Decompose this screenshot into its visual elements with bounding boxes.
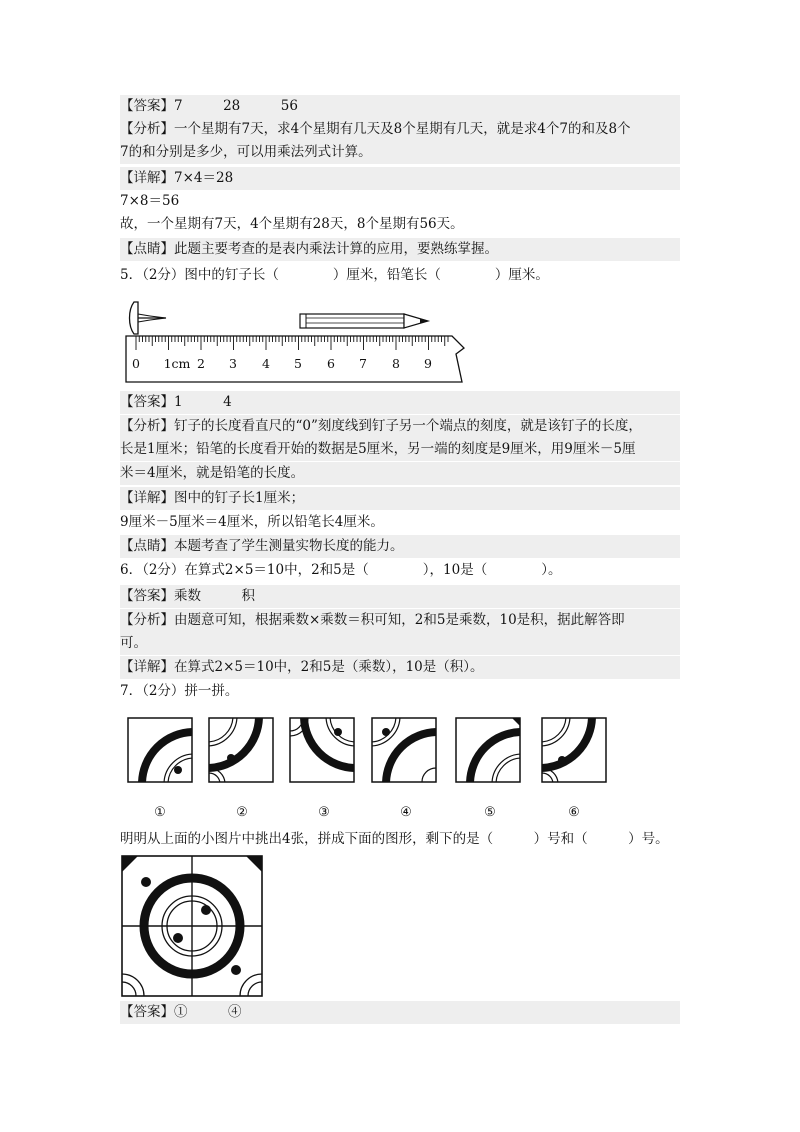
puzzle-piece-2 [155, 712, 273, 800]
q7-prompt: 明明从上面的小图片中挑出4张，拼成下面的图形，剩下的是（ ）号和（ ）号。 [120, 831, 669, 847]
q4-analysis-line-1: 【分析】一个星期有7天，求4个星期有几天及8个星期有几天，就是求4个7的和及8个 [120, 118, 680, 141]
q4-detail-line-1: 【详解】7×4＝28 [120, 167, 680, 190]
q5-detail-line-2: 9厘米－5厘米＝4厘米，所以铅笔长4厘米。 [120, 514, 384, 530]
q4-answer: 【答案】7 28 56 [120, 95, 680, 118]
ruler-label-0: 0 [132, 356, 140, 371]
q5-detail-line-1: 【详解】图中的钉子长1厘米； [120, 487, 680, 510]
pencil-icon [300, 314, 428, 328]
q5-analysis-line-2: 长是1厘米；铅笔的长度看开始的数据是5厘米，另一端的刻度是9厘米，用9厘米－5厘 [120, 438, 680, 461]
q7-question: 7．（2分）拼一拼。 [120, 683, 239, 699]
q4-analysis-line-2: 7的和分别是多少，可以用乘法列式计算。 [120, 141, 680, 164]
ruler-figure [120, 292, 470, 384]
ruler-label-7: 7 [359, 356, 367, 371]
q7-answer: 【答案】① ④ [120, 1001, 680, 1024]
q5-analysis-line-1: 【分析】钉子的长度看直尺的“0”刻度线到钉子另一个端点的刻度，就是该钉子的长度， [120, 415, 680, 438]
q6-analysis-line-2: 可。 [120, 632, 680, 655]
puzzle-piece-4 [340, 712, 490, 824]
q4-detail-line-3: 故，一个星期有7天，4个星期有28天，8个星期有56天。 [120, 216, 464, 232]
q5-answer: 【答案】1 4 [120, 391, 680, 414]
puzzle-piece-5 [456, 718, 574, 824]
q5-analysis-line-3: 米＝4厘米，就是铅笔的长度。 [120, 462, 680, 485]
piece-label-6: ⑥ [568, 805, 580, 820]
q5-question: 5．（2分）图中的钉子长（ ）厘米，铅笔长（ ）厘米。 [120, 267, 549, 283]
ruler-label-6: 6 [327, 356, 335, 371]
assembled-figure [120, 854, 266, 1000]
piece-labels [154, 805, 580, 820]
ruler-label-9: 9 [424, 356, 432, 371]
ruler-label-3: 3 [229, 356, 237, 371]
q6-question: 6．（2分）在算式2×5＝10中，2和5是（ ），10是（ ）。 [120, 562, 562, 578]
q4-detail-line-2: 7×8＝56 [120, 193, 180, 209]
q4-comment: 【点睛】此题主要考查的是表内乘法计算的应用，要熟练掌握。 [120, 238, 680, 261]
puzzle-pieces [120, 712, 650, 824]
ruler-label-5: 5 [294, 356, 302, 371]
puzzle-piece-1 [128, 718, 246, 824]
piece-label-4: ④ [400, 805, 412, 820]
nail-icon [130, 302, 167, 334]
ruler-label-2: 2 [197, 356, 205, 371]
piece-label-3: ③ [318, 805, 330, 820]
piece-label-1: ① [154, 805, 166, 820]
piece-label-5: ⑤ [484, 805, 496, 820]
ruler-label-8: 8 [392, 356, 400, 371]
q6-detail: 【详解】在算式2×5＝10中，2和5是（乘数），10是（积）。 [120, 656, 680, 679]
q6-analysis-line-1: 【分析】由题意可知，根据乘数×乘数＝积可知，2和5是乘数，10是积，据此解答即 [120, 609, 680, 632]
puzzle-piece-6 [488, 712, 606, 800]
q5-comment: 【点睛】本题考查了学生测量实物长度的能力。 [120, 535, 680, 558]
piece-label-2: ② [236, 805, 248, 820]
ruler-label-4: 4 [262, 356, 270, 371]
ruler-label-1: 1cm [163, 356, 191, 371]
q6-answer: 【答案】乘数 积 [120, 585, 680, 608]
